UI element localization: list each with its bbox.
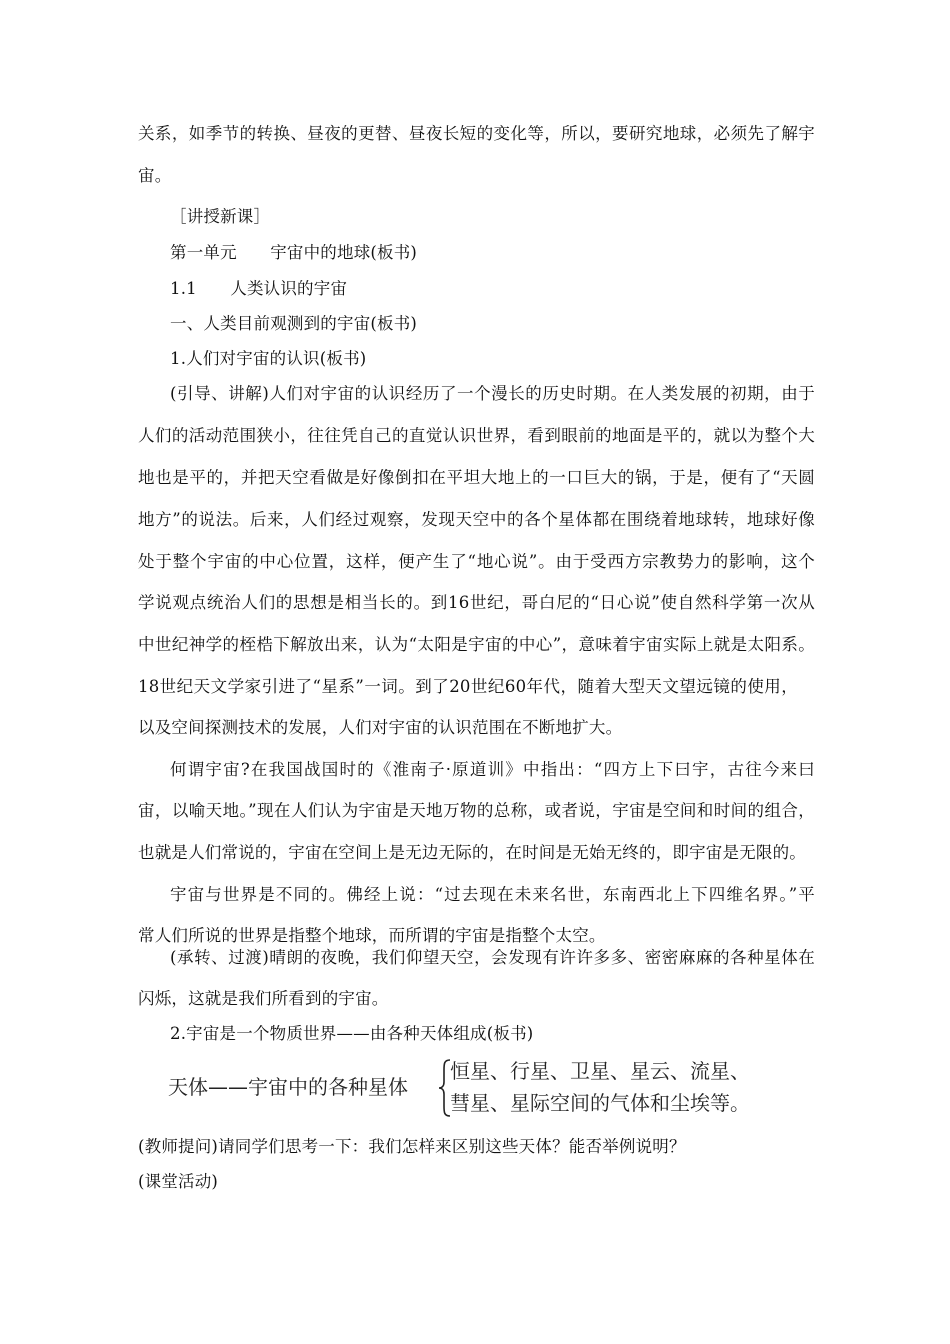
paragraph-line: (承转、过渡)晴朗的夜晚，我们仰望天空，会发现有许许多多、密密麻麻的各种星体在 — [170, 948, 815, 967]
paragraph-line: 地方”的说法。后来，人们经过观察，发现天空中的各个星体都在围绕着地球转，地球好像 — [138, 510, 815, 529]
paragraph-line: 地也是平的，并把天空看做是好像倒扣在平坦大地上的一口巨大的锅，于是，便有了“天圆 — [138, 468, 815, 487]
paragraph-line: 宙，以喻天地。”现在人们认为宇宙是天地万物的总称，或者说，宇宙是空间和时间的组合， — [138, 801, 815, 820]
paragraph-line: 何谓宇宙?在我国战国时的《淮南子·原道训》中指出：“四方上下曰宇，古往今来曰 — [170, 760, 815, 779]
diagram-items-line-1: 恒星、行星、卫星、星云、流星、 — [450, 1059, 750, 1083]
diagram-term: 天体——宇宙中的各种星体 — [168, 1075, 408, 1099]
heading-1-1: 1.人们对宇宙的认识(板书) — [170, 349, 367, 368]
paragraph-line: 中世纪神学的桎梏下解放出来，认为“太阳是宇宙的中心”，意味着宇宙实际上就是太阳系。 — [138, 635, 815, 654]
paragraph-line: 18世纪天文学家引进了“星系”一词。到了20世纪60年代，随着大型天文望远镜的使用， — [138, 677, 798, 696]
paragraph-line: (课堂活动) — [138, 1172, 219, 1191]
heading-1: 一、人类目前观测到的宇宙(板书) — [170, 314, 418, 333]
paragraph-line: 也就是人们常说的，宇宙在空间上是无边无际的，在时间是无始无终的，即宇宙是无限的。 — [138, 843, 806, 862]
section-label: ［讲授新课］ — [170, 207, 271, 226]
paragraph-line: 人们的活动范围狭小，往往凭自己的直觉认识世界，看到眼前的地面是平的，就以为整个大 — [138, 426, 815, 445]
paragraph-line: 宙。 — [138, 166, 172, 185]
heading-1-2: 2.宇宙是一个物质世界——由各种天体组成(板书) — [170, 1024, 534, 1043]
paragraph-line: 学说观点统治人们的思想是相当长的。到16世纪，哥白尼的“日心说”使自然科学第一次从 — [138, 593, 815, 612]
paragraph-line: 处于整个宇宙的中心位置，这样，便产生了“地心说”。由于受西方宗教势力的影响，这个 — [138, 552, 815, 571]
paragraph-line: 常人们所说的世界是指整个地球，而所谓的宇宙是指整个太空。 — [138, 926, 606, 945]
diagram-items-line-2: 彗星、星际空间的气体和尘埃等。 — [450, 1091, 750, 1115]
paragraph-line: 闪烁，这就是我们所看到的宇宙。 — [138, 989, 389, 1008]
celestial-bodies-diagram — [168, 1058, 788, 1120]
paragraph-line: 宇宙与世界是不同的。佛经上说：“过去现在未来名世，东南西北上下四维名界。”平 — [170, 885, 815, 904]
paragraph-line: (引导、讲解)人们对宇宙的认识经历了一个漫长的历史时期。在人类发展的初期，由于 — [170, 384, 815, 403]
paragraph-line: 关系，如季节的转换、昼夜的更替、昼夜长短的变化等，所以，要研究地球，必须先了解宇 — [138, 124, 815, 143]
lesson-title: 1.1 人类认识的宇宙 — [170, 279, 348, 298]
paragraph-line: 以及空间探测技术的发展，人们对宇宙的认识范围在不断地扩大。 — [138, 718, 623, 737]
unit-title: 第一单元 宇宙中的地球(板书) — [170, 243, 418, 262]
paragraph-line: (教师提问)请同学们思考一下：我们怎样来区别这些天体？能否举例说明？ — [138, 1137, 686, 1156]
